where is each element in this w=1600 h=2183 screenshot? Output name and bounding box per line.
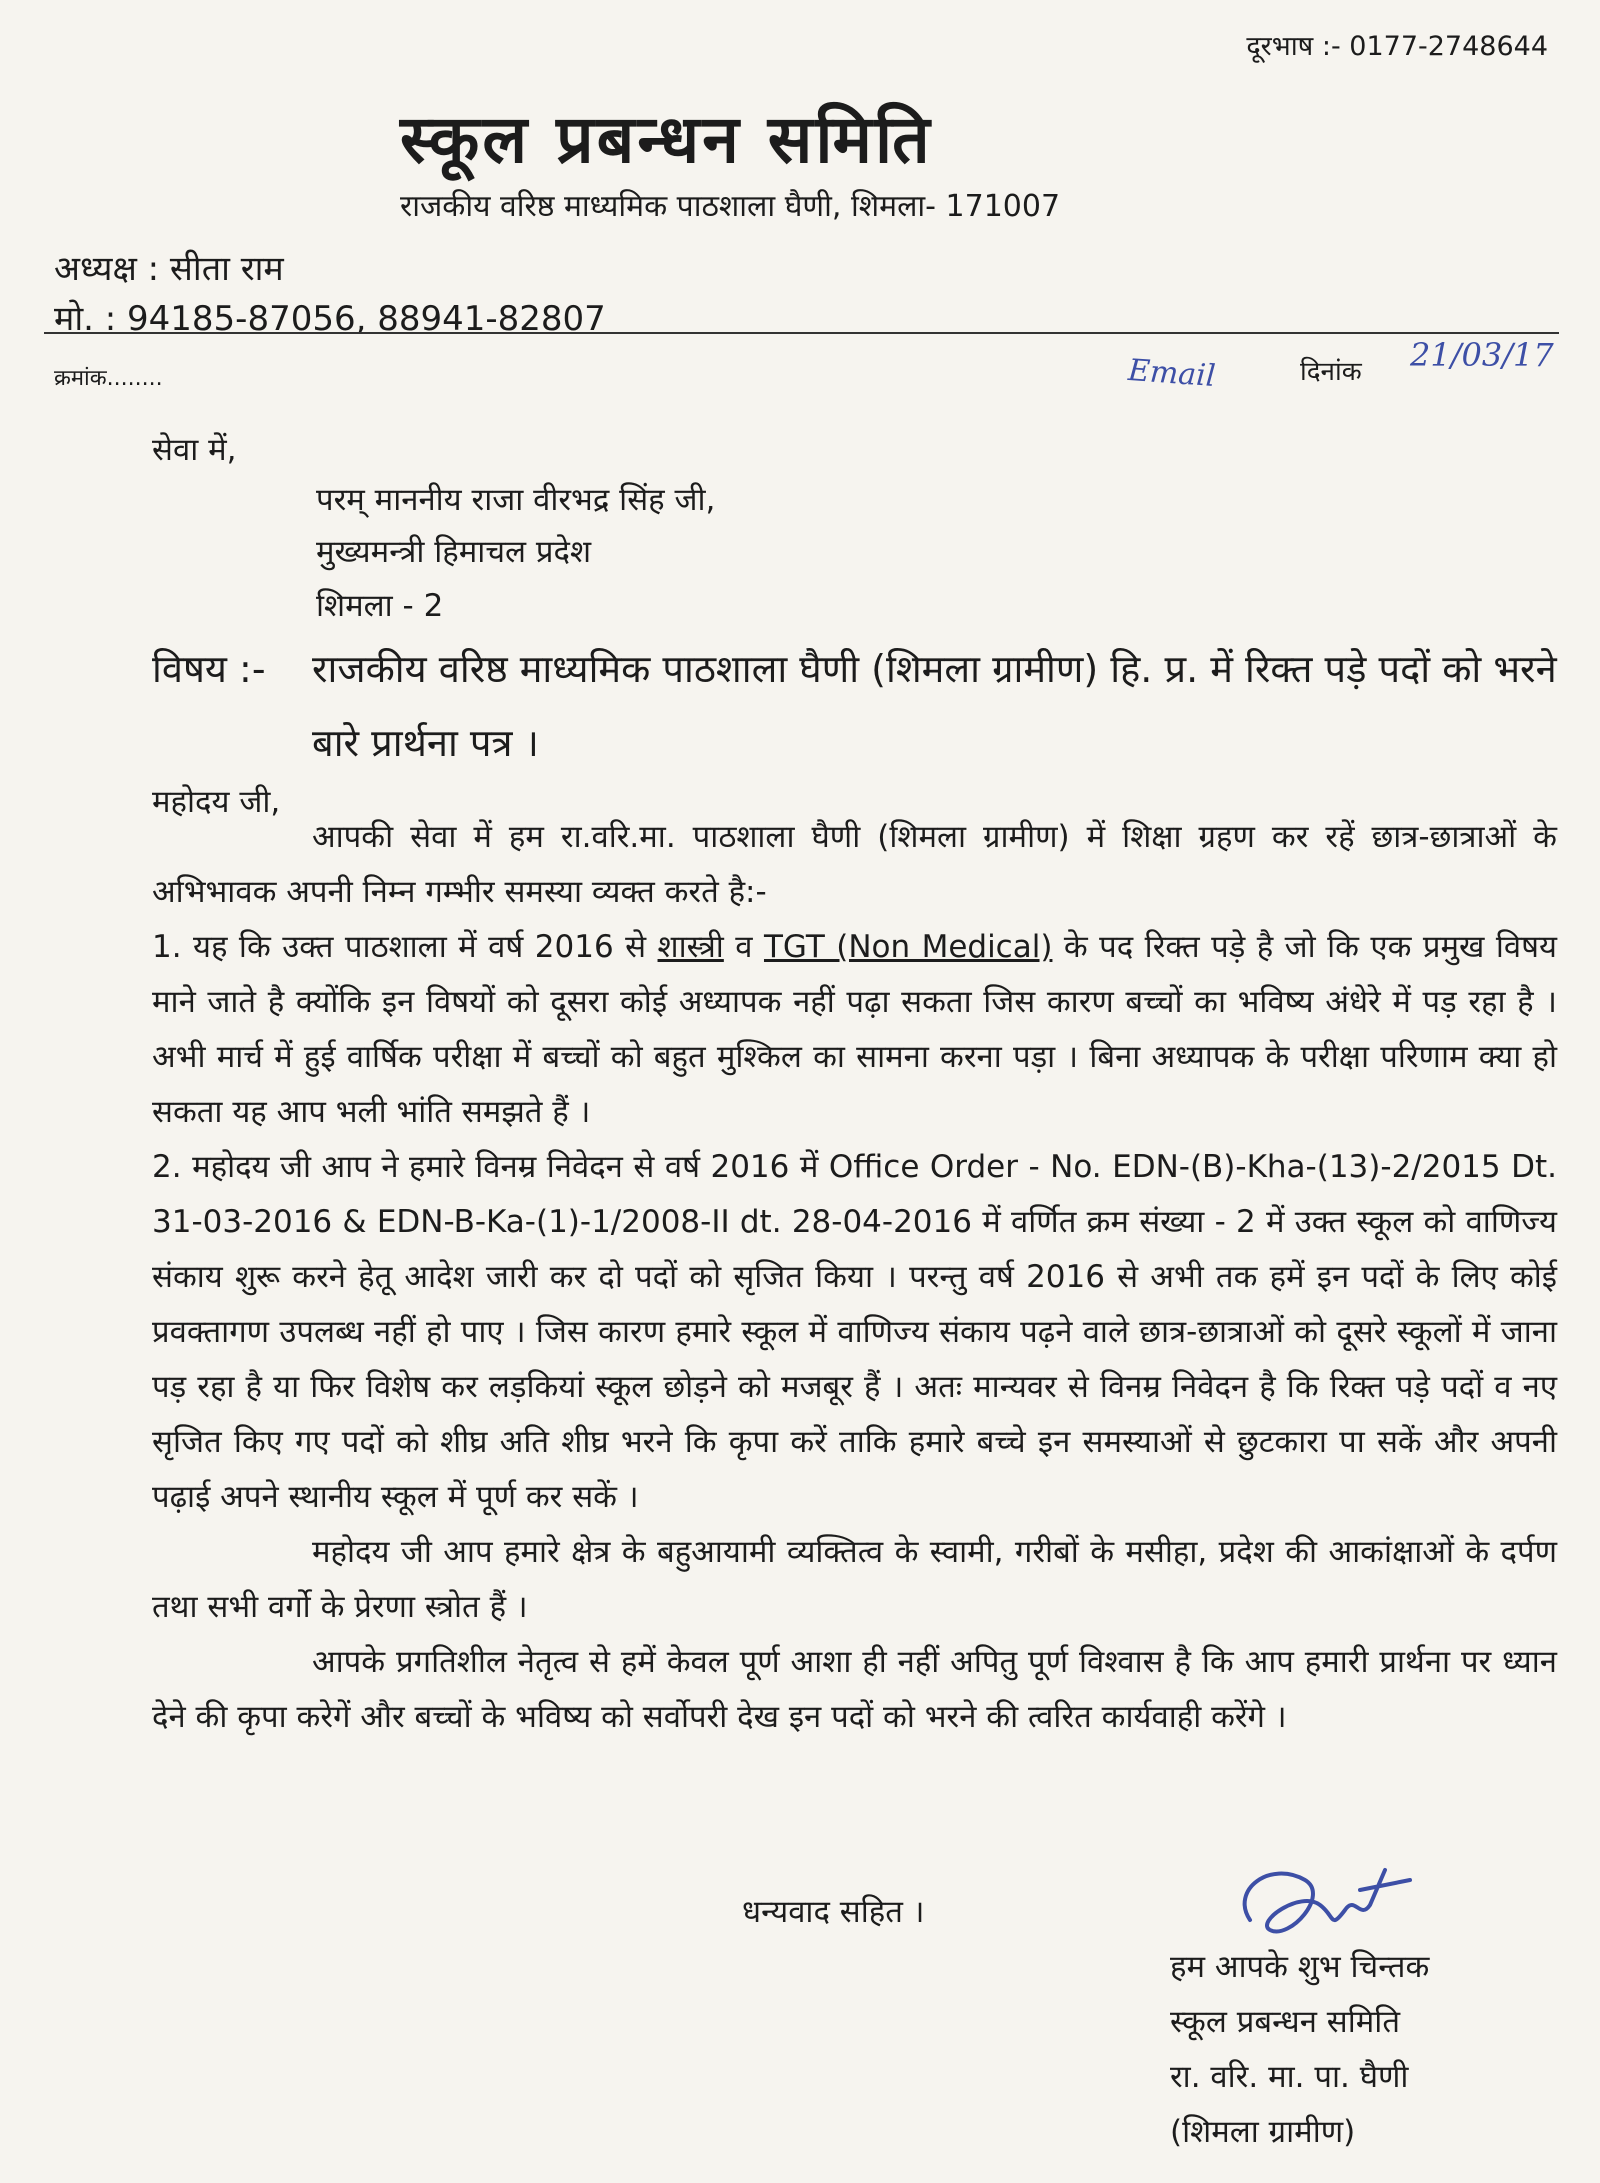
header-phone: दूरभाष :- 0177-2748644 — [1246, 31, 1548, 62]
header-divider — [44, 332, 1559, 334]
recipient-line: परम् माननीय राजा वीरभद्र सिंह जी, — [316, 482, 716, 518]
recipient-line: शिमला - 2 — [316, 588, 444, 624]
closing-line: स्कूल प्रबन्धन समिति — [1170, 2004, 1401, 2040]
recipient-line: मुख्यमन्त्री हिमाचल प्रदेश — [316, 534, 592, 570]
closing-line: रा. वरि. मा. पा. घैणी — [1170, 2059, 1409, 2095]
greeting: महोदय जी, — [152, 784, 281, 820]
closing-block — [1170, 1940, 1429, 2160]
shastri-underlined: शास्त्री — [657, 929, 724, 965]
letterhead-title: स्कूल प्रबन्धन समिति — [400, 101, 933, 178]
subject-label: विषय :- — [152, 647, 266, 691]
handwritten-email-note: Email — [1126, 352, 1217, 395]
tgt-underlined: TGT (Non Medical) — [763, 929, 1053, 965]
closing-line: हम आपके शुभ चिन्तक — [1170, 1949, 1430, 1985]
request-paragraph: आपके प्रगतिशील नेतृत्व से हमें केवल पूर्ण आशा ही नहीं अपितु पूर्ण विश्वास है कि आप हमारी प्रार्थना पर ध्यान देने की कृपा करेगें और बच्चों के भविष्य को सर्वोपरी देख इन पदों को भरने की त्वरित कार्यवाही करेंगे । — [152, 1644, 1557, 1735]
praise-paragraph: महोदय जी आप हमारे क्षेत्र के बहुआयामी व्यक्तित्व के स्वामी, गरीबों के मसीहा, प्रदेश की आकांक्षाओं के दर्पण तथा सभी वर्गो के प्रेरणा स्त्रोत हैं । — [152, 1534, 1557, 1625]
president-name: अध्यक्ष : सीता राम — [54, 249, 284, 289]
thanks-line: धन्यवाद सहित । — [742, 1894, 925, 1930]
letterhead-address: राजकीय वरिष्ठ माध्यमिक पाठशाला घैणी, शिमला- 171007 — [400, 189, 1061, 224]
point-one-paragraph: 1. यह कि उक्त पाठशाला में वर्ष 2016 से शास्त्री व TGT (Non Medical) के पद रिक्त पड़े है जो कि एक प्रमुख विषय माने जाते है क्योंकि इन विषयों को दूसरा कोई अध्यापक नहीं पढ़ा सकता जिस कारण बच्चों का भविष्य अंधेरे में पड़ रहा है । अभी मार्च में हुई वार्षिक परीक्षा में बच्चों को बहुत मुश्किल का सामना करना पड़ा । बिना अध्यापक के परीक्षा परिणाम क्या हो सकता यह आप भली भांति समझते हैं । — [152, 929, 1557, 1130]
date-label: दिनांक — [1300, 357, 1362, 387]
closing-line: (शिमला ग्रामीण) — [1170, 2114, 1356, 2150]
letter-body — [152, 810, 1557, 1745]
intro-paragraph: आपकी सेवा में हम रा.वरि.मा. पाठशाला घैणी (शिमला ग्रामीण) में शिक्षा ग्रहण कर रहें छात्र-छात्राओं के अभिभावक अपनी निम्न गम्भीर समस्या व्यक्त करते है:- — [152, 819, 1557, 910]
reference-number: क्रमांक........ — [54, 366, 163, 391]
handwritten-date: 21/03/17 — [1410, 336, 1554, 374]
point-two-paragraph: 2. महोदय जी आप ने हमारे विनम्र निवेदन से वर्ष 2016 में Office Order - No. EDN-(B)-Kha-(13)-2/2015 Dt. 31-03-2016 & EDN-B-Ka-(1)-1/2008-II dt. 28-04-2016 में वर्णित क्रम संख्या - 2 में उक्त स्कूल को वाणिज्य संकाय शुरू करने हेतू आदेश जारी कर दो पदों को सृजित किया । परन्तु वर्ष 2016 से अभी तक हमें इन पदों के लिए कोई प्रवक्तागण उपलब्ध नहीं हो पाए । जिस कारण हमारे स्कूल में वाणिज्य संकाय पढ़ने वाले छात्र-छात्राओं को दूसरे स्कूलों में जाना पड़ रहा है या फिर विशेष कर लड़कियां स्कूल छोड़ने को मजबूर हैं । अतः मान्यवर से विनम्र निवेदन है कि रिक्त पड़े पदों व नए सृजित किए गए पदों को शीघ्र अति शीघ्र भरने कि कृपा करें ताकि हमारे बच्चे इन समस्याओं से छुटकारा पा सकें और अपनी पढ़ाई अपने स्थानीय स्कूल में पूर्ण कर सकें । — [152, 1149, 1557, 1515]
salutation-to: सेवा में, — [152, 432, 237, 468]
subject-text: राजकीय वरिष्ठ माध्यमिक पाठशाला घैणी (शिमला ग्रामीण) हि. प्र. में रिक्त पड़े पदों को भरने बारे प्रार्थना पत्र । — [312, 647, 1557, 765]
president-mobile: मो. : 94185-87056, 88941-82807 — [54, 299, 606, 339]
